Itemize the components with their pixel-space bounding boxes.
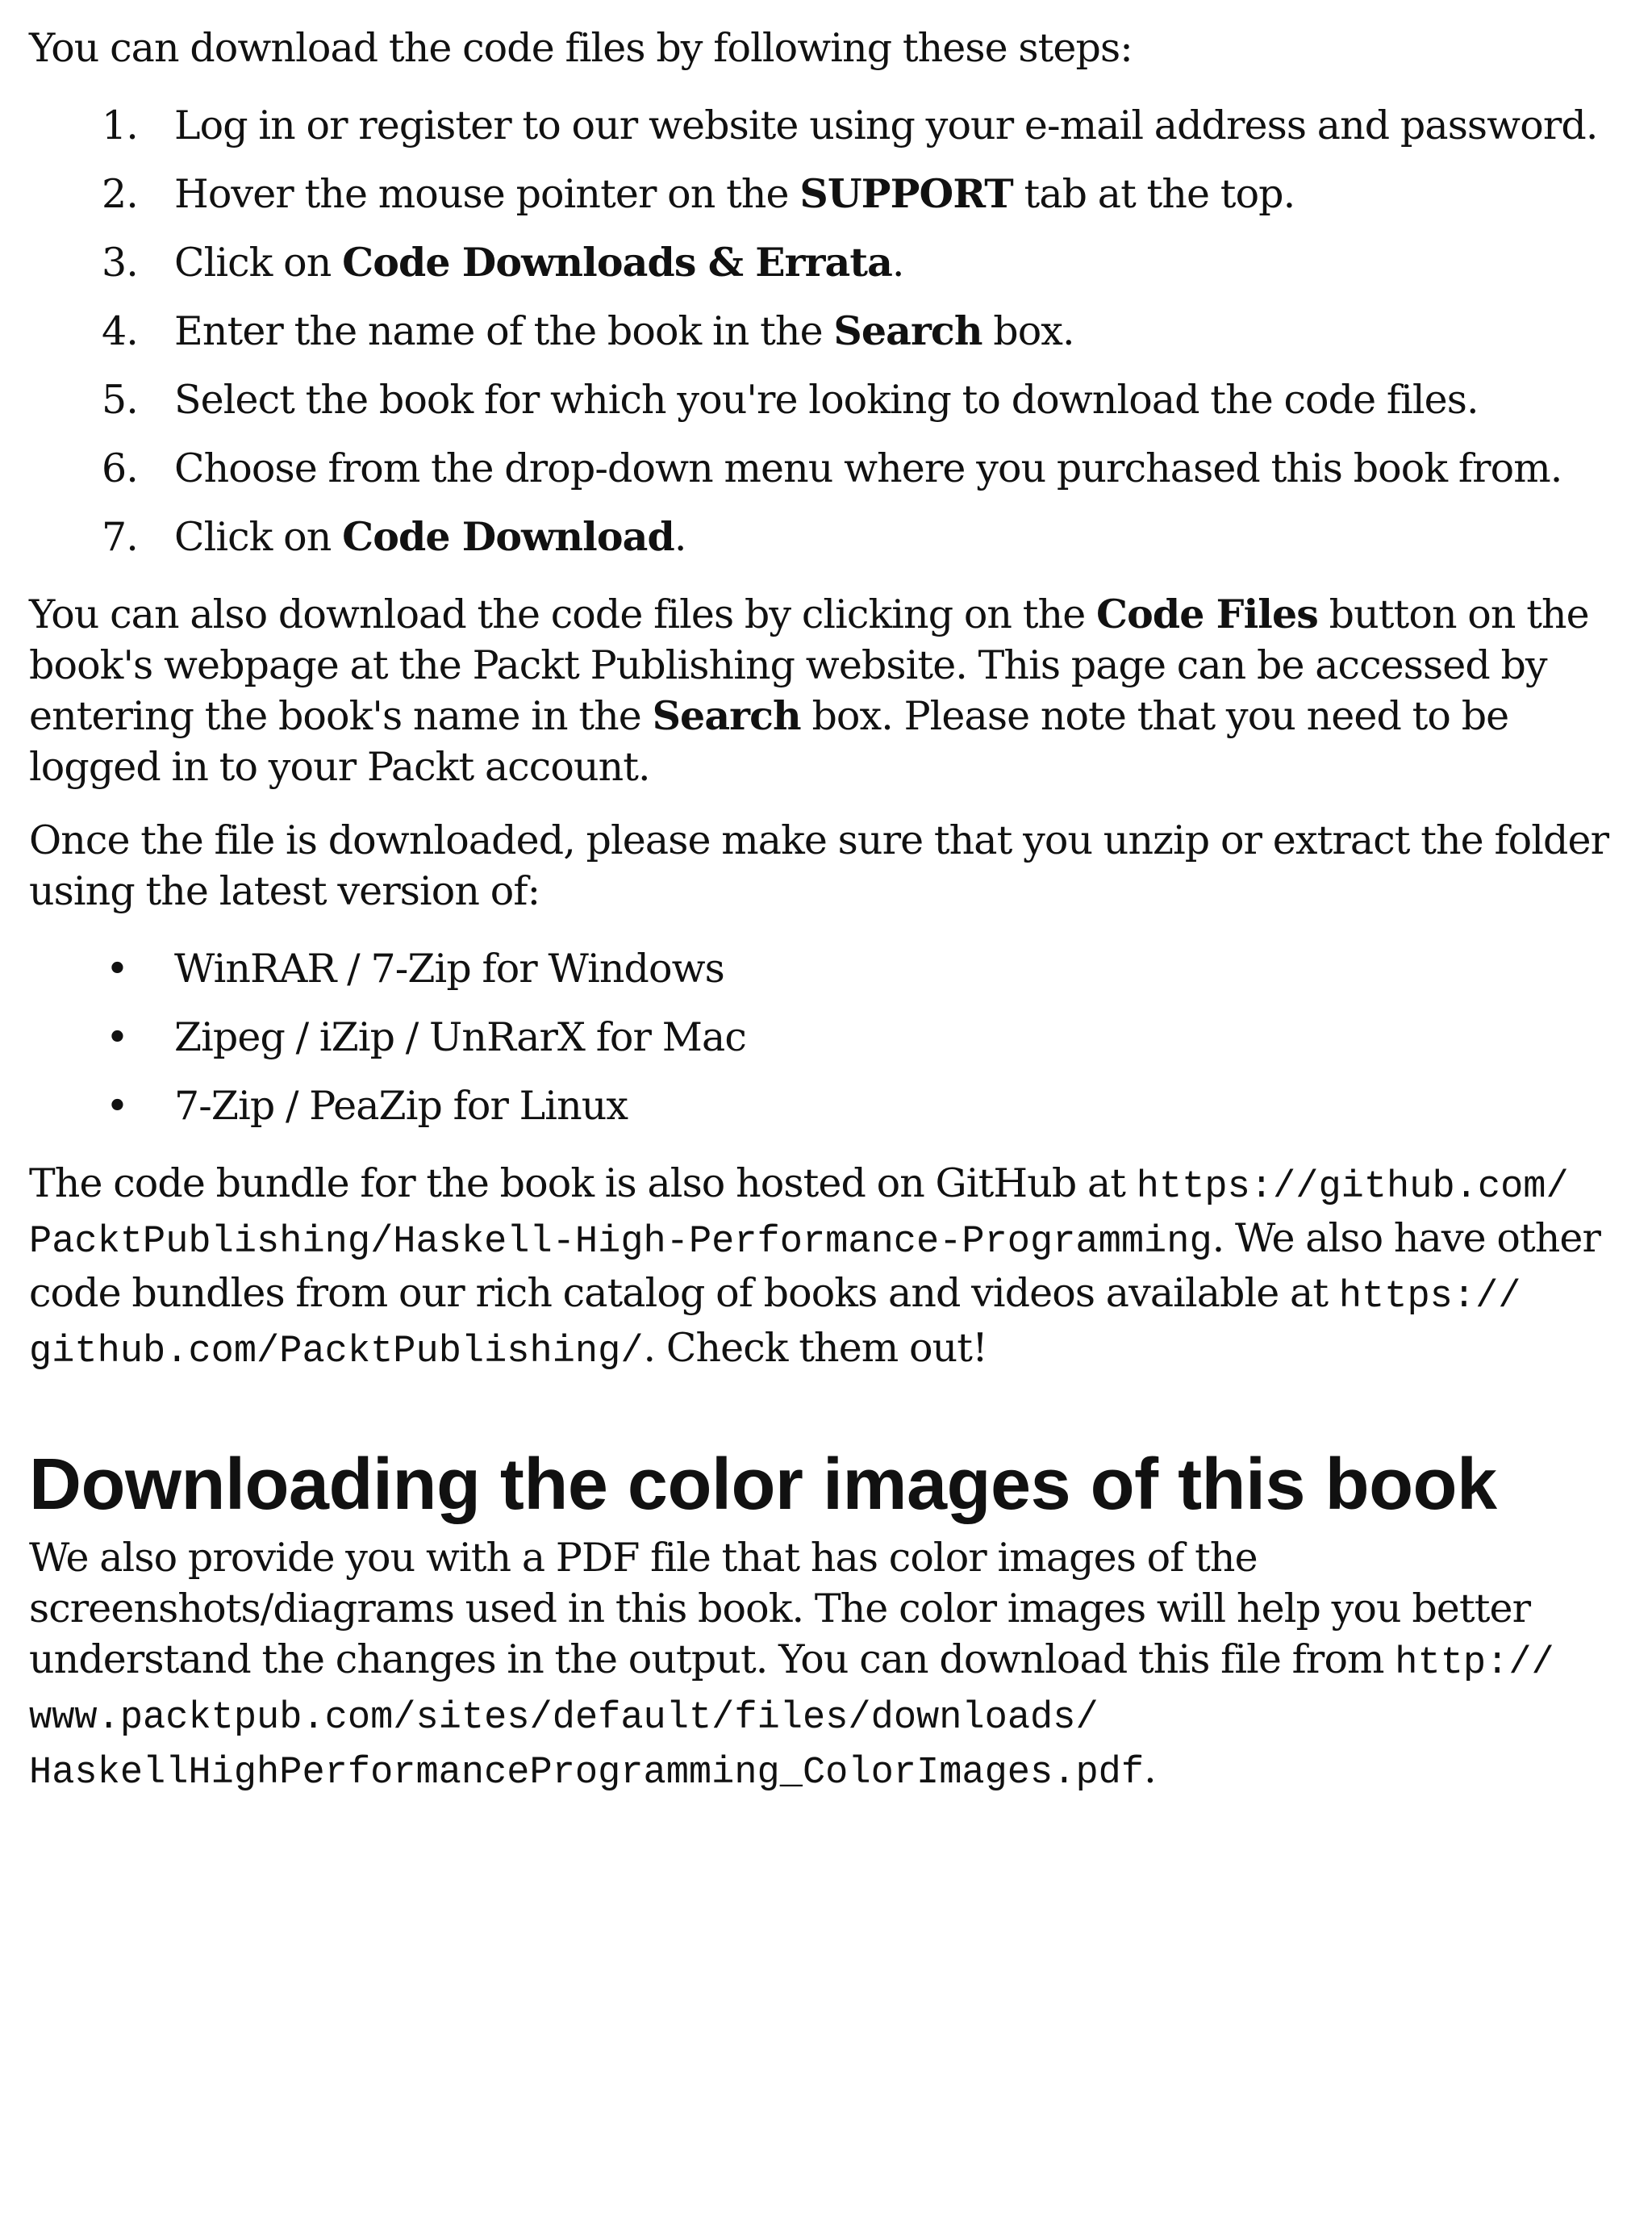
step-number: 2. (102, 171, 138, 217)
tools-list (29, 934, 1630, 1140)
color-images-url: http://www.packtpub.com/sites/default/files/downloads/HaskellHighPerformanceProgramming_ColorImages.pdf (29, 1642, 1554, 1795)
tool-item (29, 1072, 1630, 1140)
text-run: The code bundle for the book is also hosted on GitHub at (29, 1160, 1137, 1206)
github-org-url: https://github.com/PacktPublishing/ (29, 1276, 1521, 1373)
step-item (29, 503, 1630, 571)
step-text: Enter the name of the book in the (174, 308, 834, 354)
color-images-paragraph (29, 1532, 1630, 1799)
github-paragraph (29, 1158, 1630, 1377)
text-run: . (1144, 1746, 1156, 1792)
step-text-after: . (891, 240, 904, 286)
tool-text: Zipeg / iZip / UnRarX for Mac (174, 1014, 746, 1060)
step-number: 7. (102, 514, 138, 560)
tool-item (29, 1003, 1630, 1072)
bold-run: Search (652, 692, 801, 739)
text-run: We also provide you with a PDF file that has color images of the screenshots/diagrams used in this book. The color images will help you better understand the changes in the output. You can download this file from (29, 1535, 1531, 1682)
step-item (29, 228, 1630, 297)
text-run: . Check them out! (643, 1325, 987, 1371)
step-text-after: box. (982, 308, 1074, 354)
step-number: 6. (102, 445, 138, 491)
step-bold-text: SUPPORT (799, 170, 1013, 217)
step-number: 4. (102, 308, 138, 354)
tool-item (29, 934, 1630, 1003)
step-text: Click on (174, 514, 343, 560)
step-item (29, 91, 1630, 160)
step-number: 1. (102, 102, 138, 148)
step-item (29, 297, 1630, 366)
step-number: 5. (102, 377, 138, 423)
step-text: Hover the mouse pointer on the (174, 171, 800, 217)
steps-list (29, 91, 1630, 571)
text-run: button on the book's webpage at the Packt Publishing website. This page can be accessed by entering the book's name in the (29, 591, 1589, 739)
document-page (29, 23, 1630, 1799)
unzip-intro-paragraph: Once the file is downloaded, please make sure that you unzip or extract the folder using the latest version of: (29, 817, 1609, 914)
step-item (29, 160, 1630, 228)
text-run: box. Please note that you need to be logged in to your Packt account. (29, 693, 1509, 790)
step-text: Log in or register to our website using your e-mail address and password. (174, 102, 1598, 148)
step-bold-text: Search (833, 307, 982, 354)
step-text-after: . (674, 514, 686, 560)
step-text: Select the book for which you're looking to download the code files. (174, 377, 1479, 423)
step-bold-text: Code Download (342, 513, 674, 560)
step-bold-text: Code Downloads & Errata (342, 239, 892, 286)
bullet-glyph: • (106, 1083, 129, 1129)
bold-run: Code Files (1096, 591, 1318, 637)
tool-text: 7-Zip / PeaZip for Linux (174, 1083, 628, 1129)
text-run: . We also have other code bundles from our rich catalog of books and videos available at (29, 1215, 1601, 1316)
alt-download-paragraph (29, 589, 1630, 792)
bullet-glyph: • (106, 946, 129, 992)
step-text-after: tab at the top. (1012, 171, 1295, 217)
bullet-glyph: • (106, 1014, 129, 1060)
intro-paragraph: You can download the code files by following these steps: (29, 25, 1133, 71)
text-run: You can also download the code files by clicking on the (29, 591, 1096, 637)
tool-text: WinRAR / 7-Zip for Windows (174, 946, 724, 992)
step-number: 3. (102, 240, 138, 286)
github-repo-url: https://github.com/PacktPublishing/Haskell-High-Performance-Programming (29, 1166, 1569, 1264)
step-text: Choose from the drop-down menu where you purchased this book from. (174, 445, 1562, 491)
step-text: Click on (174, 240, 343, 286)
section-heading: Downloading the color images of this book (29, 1444, 1497, 1525)
step-item (29, 434, 1630, 503)
step-item (29, 366, 1630, 434)
